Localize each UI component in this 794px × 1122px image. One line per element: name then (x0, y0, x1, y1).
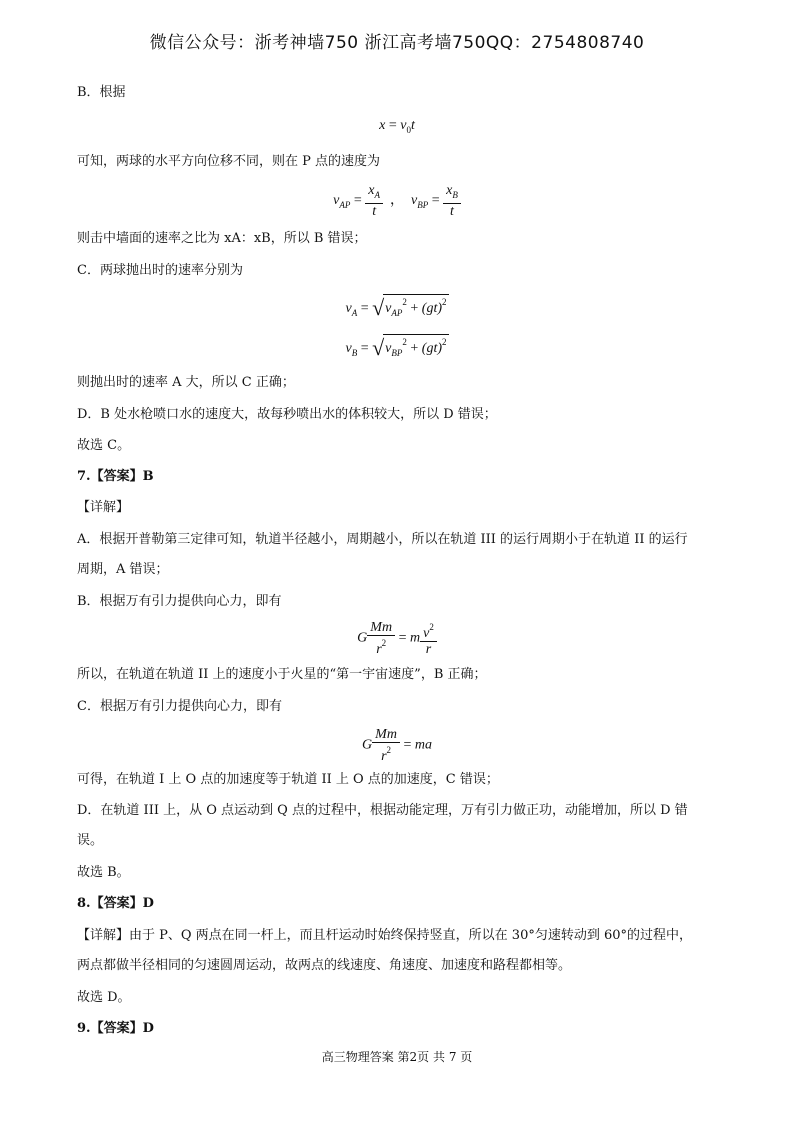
text-line: 则抛出时的速率 A 大，所以 C 正确； (77, 375, 295, 390)
text-line: 可知，两球的水平方向位移不同，则在 P 点的速度为 (77, 154, 381, 169)
text-line: 误。 (77, 833, 104, 848)
page-footer: 高三物理答案 第2页 共 7 页 (321, 1050, 473, 1064)
answer-heading: 7.【答案】B (77, 469, 154, 484)
formula-vb: $v_B = √v_{BP}^2 + (gt)^2$ (345, 335, 447, 360)
explanation-label: 【详解】 (77, 500, 130, 515)
text-line: 两点都做半径相同的匀速圆周运动，故两点的线速度、角速度、加速度和路程都相等。 (77, 958, 572, 973)
page-header: 微信公众号：浙考神墙750 浙江高考墙750QQ：2754808740 (149, 33, 645, 53)
text-line: C．根据万有引力提供向心力，即有 (77, 699, 282, 714)
formula-va: $v_A = √v_{AP}^2 + (gt)^2$ (345, 295, 447, 320)
answer-heading: 8.【答案】D (77, 896, 154, 911)
text-line: 所以，在轨道在轨道 II 上的速度小于火星的“第一宇宙速度”，B 正确； (77, 667, 487, 682)
text-line: 可得，在轨道 I 上 O 点的加速度等于轨道 II 上 O 点的加速度，C 错误； (77, 772, 499, 787)
text-line: C．两球抛出时的速率分别为 (77, 263, 243, 278)
text-line: A．根据开普勒第三定律可知，轨道半径越小，周期越小，所以在轨道 III 的运行周期小于在轨道 II 的运行 (77, 532, 688, 547)
text-line: D．B 处水枪喷口水的速度大，故每秒喷出水的体积较大，所以 D 错误； (77, 407, 497, 422)
formula-x-v0t: $x = v_0t$ (379, 118, 415, 135)
text-line: 【详解】由于 P、Q 两点在同一杆上，而且杆运动时始终保持竖直，所以在 30°匀速转动到 60°的过程中， (77, 928, 693, 943)
text-line: 周期，A 错误； (77, 562, 169, 577)
text-line: 故选 D。 (77, 990, 131, 1005)
text-line: 故选 B。 (77, 865, 130, 880)
text-line: 故选 C。 (77, 438, 131, 453)
text-line: D．在轨道 III 上，从 O 点运动到 Q 点的过程中，根据动能定理，万有引力做正功，动能增加，所以 D 错 (77, 803, 688, 818)
formula-gravitation-acceleration: G $\frac{Mm}{r^2}$ = ma (362, 727, 432, 764)
answer-heading: 9.【答案】D (77, 1021, 154, 1036)
text-line: B．根据 (77, 85, 126, 100)
formula-gravitation-centripetal: G $\frac{Mm}{r^2}$ = m $\frac{v^2}{r}$ (0, 620, 794, 657)
text-line: B．根据万有引力提供向心力，即有 (77, 594, 282, 609)
formula-velocity-p: $v_{AP}$ = $\frac{x_A}{t}$ ， $v_{BP}$ = $\frac{x_B}{t}$ (0, 183, 794, 219)
text-line: 则击中墙面的速率之比为 xA：xB，所以 B 错误； (77, 231, 367, 246)
